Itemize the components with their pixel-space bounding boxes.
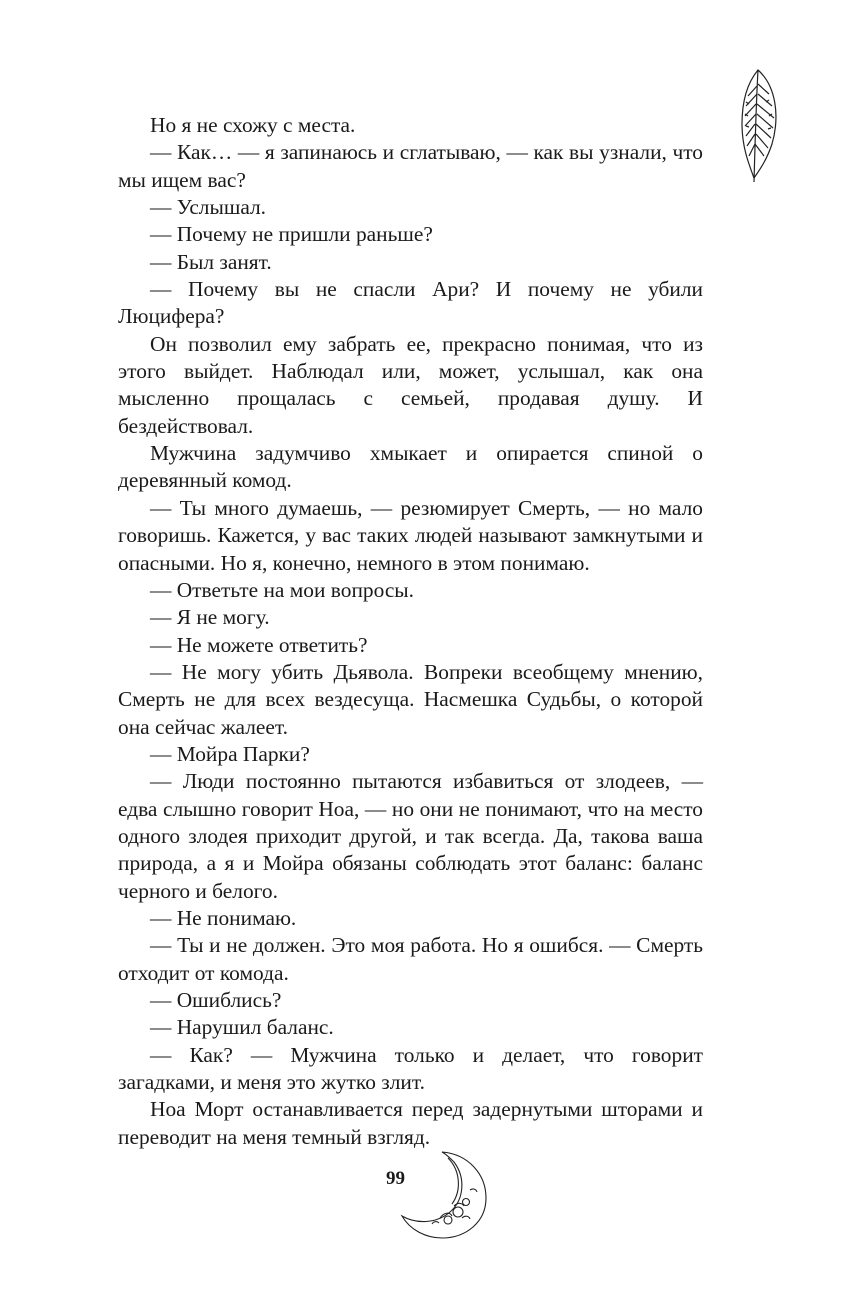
paragraph: — Нарушил баланс. [150, 1015, 334, 1040]
paragraph: — Почему вы не спасли Ари? И почему не убили Люцифера? [118, 277, 703, 329]
paragraph: Он позволил ему забрать ее, прекрасно понимая, что из этого выйдет. Наблюдал или, может, услышал, как она мысленно прощалась с семьей, продавая душу. И бездействовал. [118, 331, 703, 438]
paragraph: — Ошиблись? [150, 988, 282, 1012]
paragraph: — Ответьте на мои вопросы. [150, 577, 415, 602]
paragraph: — Почему не пришли раньше? [150, 222, 433, 247]
paragraph: — Услышал. [150, 195, 267, 220]
paragraph: Но я не схожу с места. [150, 113, 356, 137]
paragraph: — Ты много думаешь, — резюмирует Смерть, — но мало говоришь. Кажется, у вас таких людей называют замкнутыми и опасными. Но я, конечно, немного в этом понимаю. [118, 495, 703, 575]
paragraph: — Я не могу. [150, 605, 270, 630]
paragraph: — Как… — я запинаюсь и сглатываю, — как вы узнали, что мы ищем вас? [118, 140, 703, 192]
paragraph: Мужчина задумчиво хмыкает и опирается спиной о деревянный комод. [118, 441, 703, 493]
paragraph: — Не можете ответить? [150, 632, 368, 657]
paragraph: — Ты и не должен. Это моя работа. Но я ошибся. — Смерть отходит от комода. [118, 933, 703, 985]
paragraph: — Люди постоянно пытаются избавиться от злодеев, — едва слышно говорит Ноа, — но они не понимают, что на место одного злодея приходит другой, и так всегда. Да, такова ваша природа, а я и Мойра обязаны соблюдать этот баланс: баланс черного и белого. [118, 769, 703, 903]
paragraph: — Не понимаю. [150, 905, 297, 930]
body-text [118, 112, 703, 1151]
paragraph: — Был занят. [150, 249, 272, 274]
crescent-moon-icon [392, 1146, 492, 1242]
feather-icon [728, 66, 784, 184]
page-number: 99 [386, 1168, 405, 1189]
paragraph: — Как? — Мужчина только и делает, что говорит загадками, и меня это жутко злит. [118, 1042, 703, 1095]
paragraph: Ноа Морт останавливается перед задернутыми шторами и переводит на меня темный взгляд. [118, 1097, 703, 1149]
paragraph: — Мойра Парки? [150, 741, 310, 766]
paragraph: — Не могу убить Дьявола. Вопреки всеобщему мнению, Смерть не для всех вездесуща. Насмешка Судьбы, о которой она сейчас жалеет. [118, 659, 703, 739]
